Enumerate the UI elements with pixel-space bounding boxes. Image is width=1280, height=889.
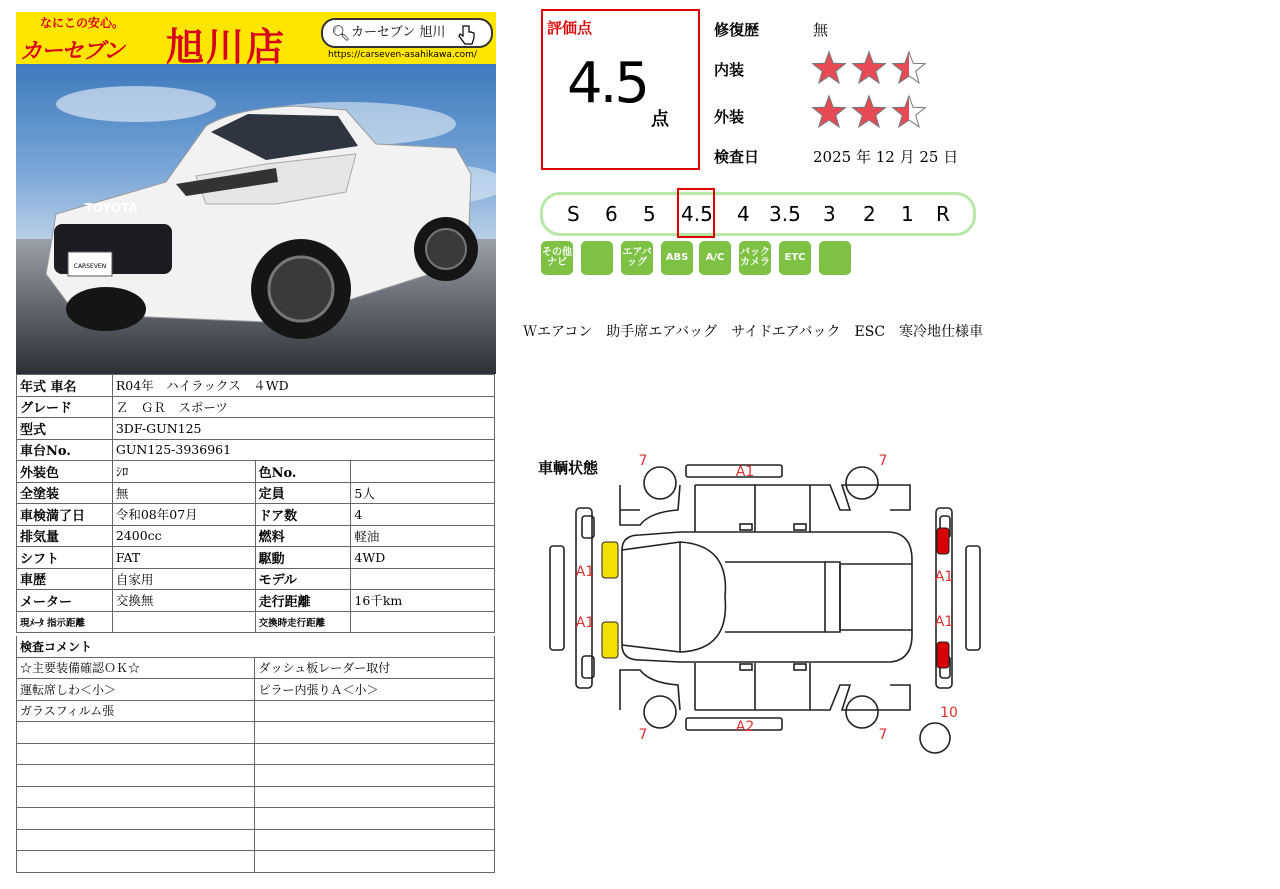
grade-1: 1 [901, 202, 914, 226]
rating-label: 評価点 [547, 19, 593, 37]
search-text: カーセブン 旭川 [351, 25, 446, 40]
spec-value: 2400cc [112, 525, 255, 547]
spec-label: 燃料 [255, 525, 351, 547]
comment-cell [17, 808, 255, 830]
comment-cell [17, 765, 255, 787]
comment-cell: ピラー内張りＡ＜小＞ [255, 679, 495, 701]
spec-row [17, 568, 495, 590]
inspection-date: 2025 年 12 月 25 日 [813, 148, 959, 166]
spec-value: 4WD [351, 547, 495, 569]
spec-value [112, 611, 255, 633]
grade-4: 4 [737, 202, 750, 226]
alloy-wheel-icon [581, 241, 613, 275]
spec-label: メーター [17, 590, 113, 612]
comment-cell [17, 786, 255, 808]
spec-value [351, 611, 495, 633]
grade-selected-marker [677, 188, 715, 238]
star-icon [813, 52, 845, 83]
comment-row [17, 679, 495, 701]
spec-value: 16千km [351, 590, 495, 612]
dealer-url: https://carseven-asahikawa.com/ [328, 50, 477, 60]
exterior-label: 外装 [714, 108, 745, 126]
comment-row [17, 829, 495, 851]
spec-value: GUN125-3936961 [112, 439, 494, 461]
spec-label: 定員 [255, 482, 351, 504]
grade-scale [540, 192, 976, 236]
comment-row [17, 700, 495, 722]
spec-label: 排気量 [17, 525, 113, 547]
star-icon [853, 96, 885, 127]
spec-value: R04年 ハイラックス ４WD [112, 375, 494, 397]
spec-value: 令和08年07月 [112, 504, 255, 526]
abs-icon: ABS [661, 241, 693, 275]
etc-icon: ETC [779, 241, 811, 275]
front-right-yellow-mark [602, 622, 618, 658]
grade-R: R [936, 202, 950, 226]
spec-value: FAT [112, 547, 255, 569]
spec-label: 型式 [17, 418, 113, 440]
search-box [321, 18, 493, 48]
front-left-yellow-mark [602, 542, 618, 578]
mark-top-panel: A1 [735, 464, 755, 480]
spec-value: 4 [351, 504, 495, 526]
mark-bottom-panel: A2 [735, 719, 755, 735]
mark-front-top: A1 [575, 564, 595, 580]
comment-cell [255, 700, 495, 722]
spec-label: 全塗装 [17, 482, 113, 504]
dealer-banner [16, 12, 496, 64]
banner-tagline: なにこの安心。 [40, 16, 125, 30]
grade-S: S [567, 202, 580, 226]
spec-label: モデル [255, 568, 351, 590]
grade-3: 3 [823, 202, 836, 226]
spec-label: 外装色 [17, 461, 113, 483]
spec-label: 色No. [255, 461, 351, 483]
inspection-label: 検査日 [714, 148, 760, 166]
comment-row [17, 765, 495, 787]
rating-value: 4.5 [567, 51, 648, 116]
rear-bottom-red-mark [937, 642, 949, 668]
spec-value [351, 461, 495, 483]
comment-row [17, 808, 495, 830]
interior-label: 内装 [714, 61, 745, 79]
spec-table [16, 374, 495, 633]
spec-row [17, 418, 495, 440]
mark-bottom-left-wheel: 7 [638, 727, 648, 743]
spec-row [17, 504, 495, 526]
rear-top-red-mark [937, 528, 949, 554]
rating-unit: 点 [651, 109, 669, 130]
smart-key-icon [819, 241, 851, 275]
grille-text: TOYOTA [84, 201, 138, 215]
spec-row [17, 482, 495, 504]
spec-value: 3DF-GUN125 [112, 418, 494, 440]
airbag-icon: エアバッグ [621, 241, 653, 275]
mark-bottom-right-wheel: 7 [878, 727, 888, 743]
spec-label: 交換時走行距離 [255, 611, 351, 633]
repair-value: 無 [813, 21, 829, 39]
comment-cell [255, 829, 495, 851]
spec-label: 車歴 [17, 568, 113, 590]
star-icon [813, 96, 845, 127]
spec-value: Ｚ ＧＲ スポーツ [112, 396, 494, 418]
star-icon [893, 96, 925, 127]
grade-2: 2 [863, 202, 876, 226]
spec-row [17, 439, 495, 461]
star-icon [853, 52, 885, 83]
grade-4-5: 4.5 [681, 202, 713, 226]
dealer-logo: カーセブン [20, 39, 124, 64]
comment-cell [255, 851, 495, 873]
comment-cell: ダッシュ板レーダー取付 [255, 657, 495, 679]
comment-cell [17, 722, 255, 744]
interior-stars [811, 50, 931, 90]
comment-cell: 運転席しわ＜小＞ [17, 679, 255, 701]
condition-label: 車輌状態 [538, 459, 599, 477]
equipment-list: Ｗエアコン 助手席エアバッグ サイドエアバック ESC 寒冷地仕様車 [523, 324, 984, 340]
comment-row [17, 722, 495, 744]
comment-table [16, 636, 495, 873]
spec-label: 現ﾒｰﾀ 指示距離 [17, 611, 113, 633]
comment-row [17, 786, 495, 808]
spec-label: 駆動 [255, 547, 351, 569]
spec-label: ドア数 [255, 504, 351, 526]
comment-header: 検査コメント [17, 636, 495, 657]
spec-row [17, 461, 495, 483]
spec-row [17, 590, 495, 612]
comment-cell: ガラスフィルム張 [17, 700, 255, 722]
back-camera-icon: バックカメラ [739, 241, 771, 275]
repair-label: 修復歴 [714, 21, 760, 39]
spec-value: 軽油 [351, 525, 495, 547]
spec-row [17, 547, 495, 569]
spec-value: 交換無 [112, 590, 255, 612]
spec-value: 5人 [351, 482, 495, 504]
spec-label: 車台No. [17, 439, 113, 461]
grade-3-5: 3.5 [769, 202, 801, 226]
exterior-stars [811, 94, 931, 134]
spec-row [17, 525, 495, 547]
spec-row [17, 611, 495, 633]
comment-row [17, 657, 495, 679]
mark-rear-bottom: A1 [934, 614, 954, 630]
comment-cell [255, 808, 495, 830]
cursor-hand-icon [457, 24, 475, 46]
grade-6: 6 [605, 202, 618, 226]
comment-cell [255, 786, 495, 808]
comment-cell: ☆主要装備確認ＯＫ☆ [17, 657, 255, 679]
spec-label: グレード [17, 396, 113, 418]
comment-row [17, 743, 495, 765]
search-icon: 🔍︎ [331, 24, 351, 42]
spec-value: 自家用 [112, 568, 255, 590]
navigation-icon: その他ナビ [541, 241, 573, 275]
mark-top-left-wheel: 7 [638, 453, 648, 469]
spec-value [351, 568, 495, 590]
ac-icon: A/C [699, 241, 731, 275]
spec-value: 無 [112, 482, 255, 504]
comment-cell [255, 722, 495, 744]
vehicle-condition-diagram [540, 450, 990, 760]
comment-cell [255, 765, 495, 787]
comment-cell [255, 743, 495, 765]
mark-spare: 10 [940, 705, 958, 721]
spec-label: 年式 車名 [17, 375, 113, 397]
spec-row [17, 375, 495, 397]
grade-5: 5 [643, 202, 656, 226]
star-icon [893, 52, 925, 83]
spec-value: ｼﾛ [112, 461, 255, 483]
comment-cell [17, 851, 255, 873]
spec-row [17, 396, 495, 418]
store-name: 旭川店 [166, 25, 287, 64]
comment-cell [17, 743, 255, 765]
comment-cell [17, 829, 255, 851]
spec-label: 走行距離 [255, 590, 351, 612]
rating-box [541, 9, 700, 170]
plate-text: CARSEVEN [73, 263, 107, 270]
comment-row [17, 851, 495, 873]
mark-front-bottom: A1 [575, 615, 595, 631]
mark-top-right-wheel: 7 [878, 453, 888, 469]
spec-label: シフト [17, 547, 113, 569]
mark-rear-top: A1 [934, 569, 954, 585]
spec-label: 車検満了日 [17, 504, 113, 526]
vehicle-photo [16, 64, 496, 374]
